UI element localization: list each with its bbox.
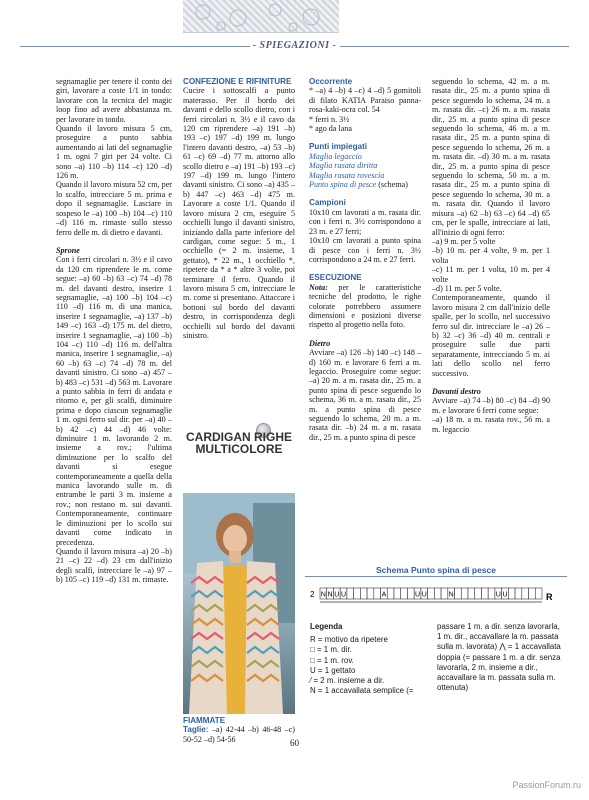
- paragraph: Quando il lavoro misura 52 cm, per lo scalfo, intrecciare 5 m. prima e dopo il segnamaglie. Lasciare in sospeso le –a) 100 –b) 104 –c) 110 –d) 116 m. rimaste sullo stesso ferro delle m. di dietro e davanti.: [56, 180, 172, 237]
- chart-cell: [374, 588, 381, 599]
- chart-symbol: U: [495, 591, 501, 599]
- chart-cell: [401, 588, 408, 599]
- chart-cell: [441, 588, 448, 599]
- list-item: Maglia rasata rovescia: [309, 170, 385, 180]
- legend-item: U = 1 gettato: [310, 665, 356, 675]
- list-item: Punto spina di pesce: [309, 180, 377, 190]
- heading-punti: Punti impiegati: [309, 142, 368, 152]
- paragraph: Avviare –a) 126 –b) 140 –c) 148 –d) 160 m. e lavorare 6 ferri a m. legaccio. Proseguire come segue: –a) 20 m. a m. rasata dir., 25 m. a punto spina di pesce seguendo lo schema, 36 m. a m. rasata dir., 25 m. a punto spina di pesce seguendo lo schema, 20 m. a m. rasata dir. –b) 24 m. a m. rasata dir., 25 m. a punto spina di pesce: [309, 348, 421, 442]
- chart-cell: [428, 588, 435, 599]
- paragraph: –a) 9 m. per 5 volte: [432, 236, 496, 246]
- taglie-label: Taglie:: [183, 725, 209, 735]
- chart-symbol: U: [421, 591, 427, 599]
- chart-symbol: U: [415, 591, 421, 599]
- nota-text: per le caratteristiche tecniche del prodotto, le righe colorate potrebbero assumere dimensioni e posizioni diverse rispetto al progetto nella foto.: [309, 282, 421, 330]
- paragraph: –a) 18 m. a m. rasata rov., 56 m. a m. legaccio: [432, 415, 550, 434]
- paragraph: Avviare –a) 74 –b) 80 –c) 84 –d) 90 m. e lavorare 6 ferri come segue:: [432, 396, 550, 415]
- heading-davanti-destro: Davanti destro: [432, 387, 481, 396]
- chart-cell: [360, 588, 367, 599]
- heading-confezione: CONFEZIONE E RIFINITURE: [183, 77, 292, 86]
- chart-symbol: U: [502, 591, 508, 599]
- list-item: * ago da lana: [309, 124, 352, 134]
- heading-fiammate: FIAMMATE: [183, 716, 226, 725]
- paragraph: Cucire i sottoscalfi a punto materasso. Per il bordo dei davanti e dello scollo dietro, con i ferri circolari n. 3½ e il cavo da 120 cm riprendere –a) 191 –b) 193 –c) 197 –d) 199 m. lungo l'intero davanti destro, –a) 53 –b) 61 –c) 69 –d) 77 m. attorno allo scollo dietro e –a) 191 –b) 193 –c) 197 –d) 199 m. lungo l'intero davanti sinistro. Ci sono –a) 435 –b) 447 –c) 463 –d) 475 m. Lavorare a coste 1/1. Quando il lavoro misura 2 cm, eseguire 5 occhielli lungo il davanti sinistro, iniziando dalla parte inferiore del cardigan, come segue: 5 m., 1 occhiello (= 2 m. insieme, 1 gettato), * 22 m., 1 occhiello *, ripetere da * a * altre 3 volte, poi terminare il ferro. Quando il lavoro misura 5 cm, intrecciare le m. come si presentano. Attaccare i bottoni sul bordo del davanti destro, in corrispondenza degli occhielli sul bordo del davanti sinistro.: [183, 86, 295, 340]
- section-header: - SPIEGAZIONI -: [252, 40, 337, 51]
- stitch-chart-grid: [310, 585, 565, 607]
- heading-campioni: Campioni: [309, 198, 346, 208]
- lace-header-image: [183, 0, 339, 33]
- heading-occorrente: Occorrente: [309, 77, 353, 86]
- model-photo: [183, 493, 295, 714]
- chart-cell: [508, 588, 515, 599]
- column-2: [183, 77, 295, 340]
- chart-symbol: N: [320, 591, 326, 599]
- chart-symbol: N: [448, 591, 454, 599]
- chart-row-number: 2: [310, 590, 315, 599]
- paragraph: 10x10 cm lavorati a m. rasata dir. con i ferri n. 3½ corrispondono a 23 m. e 27 ferri;: [309, 207, 421, 236]
- column-4: [432, 77, 550, 434]
- chart-symbol: A: [381, 591, 387, 599]
- taglie-text: –a) 42-44 –b) 46-48 –c) 50-52 –d) 54-56: [183, 725, 295, 744]
- chart-cell: [522, 588, 529, 599]
- chart-cell: [354, 588, 361, 599]
- chart-symbol: N: [327, 591, 333, 599]
- legend-item: □ = 1 m. rov.: [310, 655, 354, 665]
- list-item: Maglia legaccio: [309, 151, 362, 161]
- chart-symbol: U: [334, 591, 340, 599]
- legend-title: Legenda: [310, 622, 343, 631]
- list-item: * ferri n. 3½: [309, 114, 350, 124]
- chart-cell: [407, 588, 414, 599]
- paragraph: Contemporaneamente, quando il lavoro misura 2 cm dall'inizio delle spalle, per lo scollo, nel successivo ferro sul dir. intrecciare le –a) 26 –b) 32 –c) 36 –d) 40 m. centrali e proseguire sulle due parti separatamente, intrecciando 5 m. ai lati dello scollo nel ferro successivo.: [432, 293, 550, 378]
- chart-cell: [394, 588, 401, 599]
- chart-title: Schema Punto spina di pesce: [376, 565, 496, 575]
- heading-esecuzione: ESECUZIONE: [309, 273, 362, 283]
- chart-cell: [481, 588, 488, 599]
- list-item: * –a) 4 –b) 4 –c) 4 –d) 5 gomitoli di filato KATIA Paraiso panna-rosa-kaki-ocra col. 54: [309, 86, 421, 115]
- stitch-chart: [310, 585, 565, 607]
- chart-cell: [367, 588, 374, 599]
- nota-label: Nota:: [309, 282, 328, 292]
- paragraph: –b) 10 m. per 4 volte, 9 m. per 1 volta: [432, 246, 550, 265]
- chart-cell: [515, 588, 522, 599]
- photo-title: CARDIGAN RIGHE MULTICOLORE: [185, 430, 292, 456]
- chart-cell: [434, 588, 441, 599]
- paragraph: segnamaglie per tenere il conto dei giri, lavorare a coste 1/1 in tondo: lavorare con la tecnica del magic loop fino ad avere abbastanza m. per lavorare in tondo.: [56, 77, 172, 124]
- list-item-suffix: (schema): [376, 180, 408, 190]
- chart-cell: [475, 588, 482, 599]
- paragraph: Quando il lavoro misura 5 cm, proseguire a punto sabbia aumentando ai lati del segnamaglie 1 m. ogni 7 giri per 24 volte. Ci sono –a) 110 –b) 114 –c) 120 –d) 126 m.: [56, 124, 172, 181]
- column-3: [309, 77, 421, 442]
- chart-cell: [455, 588, 462, 599]
- lace-pattern: [183, 0, 339, 32]
- chart-cell: [488, 588, 495, 599]
- paragraph: –d) 11 m. per 5 volte.: [432, 283, 502, 293]
- page-number: 60: [290, 738, 299, 748]
- chart-cell: [387, 588, 394, 599]
- legend-continued: passare 1 m. a dir. senza lavorarla, 1 m. dir., accavallare la m. passata sulla m. lavorata) ⋀ = 1 accavallata doppia (= passare 1 m. a dir. senza lavorarla, 2 m. insieme a dir., accavallare la m. passata sulla m. ottenuta): [437, 622, 561, 693]
- legend-item: N = 1 accavallata semplice (=: [310, 686, 414, 696]
- paragraph: Quando il lavoro misura –a) 20 –b) 21 –c) 22 –d) 23 cm dall'inizio degli scalfi, intrecciare le –a) 97 –b) 105 –c) 119 –d) 131 m. rimaste.: [56, 546, 172, 585]
- legend-item: ⁄ = 2 m. insieme a dir.: [310, 676, 385, 686]
- legend-item: □ = 1 m. dir.: [310, 645, 352, 655]
- model-illustration: [183, 493, 295, 714]
- legend-item: R = motivo da ripetere: [310, 635, 388, 645]
- paragraph: –c) 11 m. per 1 volta, 10 m. per 4 volte: [432, 265, 550, 284]
- chart-repeat-marker: R: [546, 592, 553, 602]
- chart-cell: [529, 588, 536, 599]
- paragraph: 10x10 cm lavorati a punto spina di pesce con i ferri n. 3½ corrispondono a 24 m. e 27 ferri.: [309, 236, 421, 264]
- chart-cell: [461, 588, 468, 599]
- list-item: Maglia rasata diritta: [309, 161, 378, 171]
- chart-symbol: U: [341, 591, 347, 599]
- column-1: [56, 77, 172, 585]
- chart-cell: [535, 588, 542, 599]
- chart-cell: [468, 588, 475, 599]
- heading-dietro: Dietro: [309, 338, 331, 348]
- heading-sprone: Sprone: [56, 245, 80, 255]
- watermark: PassionForum.ru: [512, 780, 581, 790]
- paragraph: seguendo lo schema, 42 m. a m. rasata dir., 25 m. a punto spina di pesce seguendo lo schema, 24 m. a m. rasata dir. –c) 26 m. a m. rasata dir., 25 m. a punto spina di pesce seguendo lo schema, 46 m. a m. rasata dir., 25 m. a punto spina di pesce seguendo lo schema, 26 m. a m. rasata dir. –d) 30 m. a m. rasata dir., 25 m. a punto spina di pesce seguendo lo schema, 50 m. a m. rasata dir., 25 m. a punto spina di pesce seguendo lo schema, 30 m. a m. rasata dir. Quando il lavoro misura –a) 62 –b) 63 –c) 64 –d) 65 cm, per le spalle, intrecciare ai lati, all'inizio di ogni ferro:: [432, 77, 550, 237]
- chart-title-rule: [305, 576, 567, 577]
- paragraph: Con i ferri circolari n. 3½ e il cavo da 120 cm riprendere le m. come segue: –a) 60 –b) 63 –c) 74 –d) 78 m. del davanti destro, inserire 1 segnamaglie, –a) 100 –b) 104 –c) 110 –d) 116 m. di una manica, inserire 1 segnamaglie, –a) 137 –b) 149 –c) 163 –d) 175 m. del dietro, inserire 1 segnamaglie, –a) 100 –b) 104 –c) 110 –d) 116 m. dell'altra manica, inserire 1 segnamaglie, –a) 60 –b) 63 –c) 74 –d) 78 m. del davanti sinistro. Ci sono –a) 457 –b) 483 –c) 531 –d) 563 m. Lavorare a punto sabbia in ferri di andata e ritorno e, per gli scalfi, diminuire prima e dopo ciascun segnamaglie 1 m. ogni ferro sul dir. per –a) 40 –b) 42 –c) 44 –d) 46 volte: diminuire 1 m. lavorando 2 m. insieme a rov.; l'ultima diminuzione per lo scalfo del davanti si esegue contemporaneamente a quella della manica lavorando sulle m. di entrambe le parti 3 m. insieme a rov.; non restano m. sui davanti. Contemporaneamente, continuare le diminuzioni per lo scollo sui davanti come indicato in precedenza.: [56, 255, 172, 547]
- chart-cell: [347, 588, 354, 599]
- legend: [310, 622, 435, 696]
